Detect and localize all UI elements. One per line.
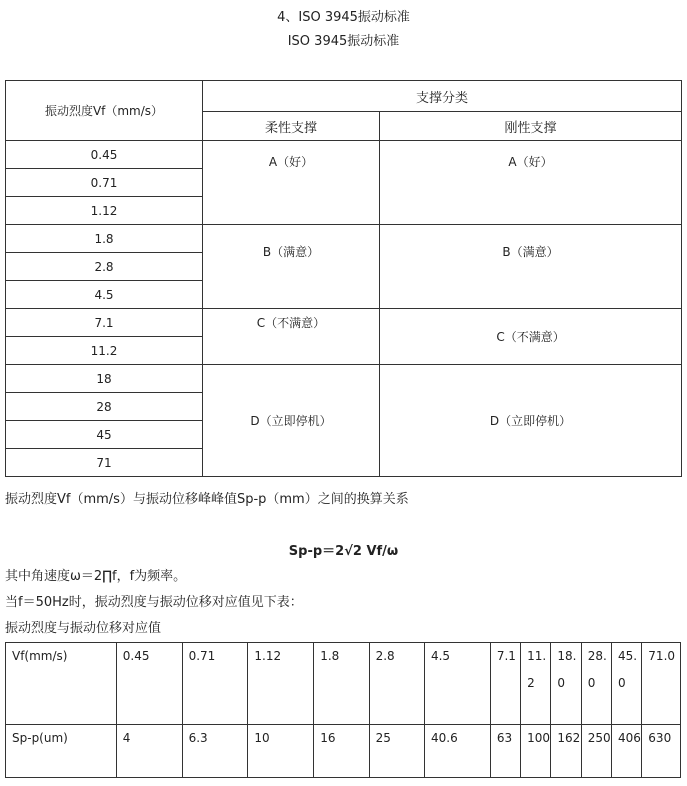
rigid-grade-a: A（好）: [380, 141, 682, 225]
vf-cell: 18.0: [551, 643, 581, 725]
vf-value: 18: [6, 365, 203, 393]
angular-velocity-note: 其中角速度ω＝2∏f，f为频率。: [5, 569, 187, 584]
vf-value: 0.71: [6, 169, 203, 197]
spp-cell: 40.6: [424, 725, 490, 778]
header-vf: 振动烈度Vf（mm/s）: [6, 81, 203, 141]
rigid-grade-b: B（满意）: [380, 225, 682, 309]
rigid-grade-c: C（不满意）: [380, 309, 682, 365]
header-rigid-support: 刚性支撑: [380, 112, 682, 141]
vf-cell: 1.12: [248, 643, 314, 725]
vf-value: 1.12: [6, 197, 203, 225]
table2-caption: 振动烈度与振动位移对应值: [5, 621, 162, 636]
spp-cell: 250: [581, 725, 611, 778]
flex-grade-a: A（好）: [203, 141, 380, 225]
vf-displacement-table: [5, 642, 681, 778]
spp-cell: 10: [248, 725, 314, 778]
row-label-spp: Sp-p(um): [6, 725, 117, 778]
spp-cell: 6.3: [182, 725, 248, 778]
spp-cell: 630: [642, 725, 681, 778]
vf-cell: 0.71: [182, 643, 248, 725]
spp-cell: 406: [612, 725, 642, 778]
vf-value: 4.5: [6, 281, 203, 309]
vf-cell: 0.45: [116, 643, 182, 725]
flex-grade-d: D（立即停机）: [203, 365, 380, 477]
vf-value: 71: [6, 449, 203, 477]
vf-value: 45: [6, 421, 203, 449]
header-support-class: 支撑分类: [203, 81, 682, 112]
row-label-vf: Vf(mm/s): [6, 643, 117, 725]
vf-value: 11.2: [6, 337, 203, 365]
vf-cell: 28.0: [581, 643, 611, 725]
vf-cell: 4.5: [424, 643, 490, 725]
spp-cell: 162: [551, 725, 581, 778]
frequency-note: 当f＝50Hz时，振动烈度与振动位移对应值见下表：: [5, 595, 303, 610]
formula: Sp-p＝2√2 Vf/ω: [288, 544, 399, 559]
iso3945-table: [5, 80, 682, 477]
conversion-note: 振动烈度Vf（mm/s）与振动位移峰峰值Sp-p（mm）之间的换算关系: [5, 492, 409, 507]
header-flexible-support: 柔性支撑: [203, 112, 380, 141]
rigid-grade-d: D（立即停机）: [380, 365, 682, 477]
vf-cell: 11.2: [521, 643, 551, 725]
spp-cell: 16: [314, 725, 369, 778]
spp-cell: 25: [369, 725, 424, 778]
vf-cell: 45.0: [612, 643, 642, 725]
vf-value: 7.1: [6, 309, 203, 337]
spp-cell: 4: [116, 725, 182, 778]
flex-grade-c: C（不满意）: [203, 309, 380, 365]
vf-value: 28: [6, 393, 203, 421]
vf-cell: 71.0: [642, 643, 681, 725]
section-subtitle: ISO 3945振动标准: [287, 34, 400, 49]
vf-cell: 7.1: [490, 643, 520, 725]
section-title: 4、ISO 3945振动标准: [277, 10, 410, 25]
spp-cell: 63: [490, 725, 520, 778]
spp-cell: 100: [521, 725, 551, 778]
flex-grade-b: B（满意）: [203, 225, 380, 309]
vf-value: 2.8: [6, 253, 203, 281]
vf-cell: 2.8: [369, 643, 424, 725]
vf-value: 1.8: [6, 225, 203, 253]
vf-value: 0.45: [6, 141, 203, 169]
vf-cell: 1.8: [314, 643, 369, 725]
